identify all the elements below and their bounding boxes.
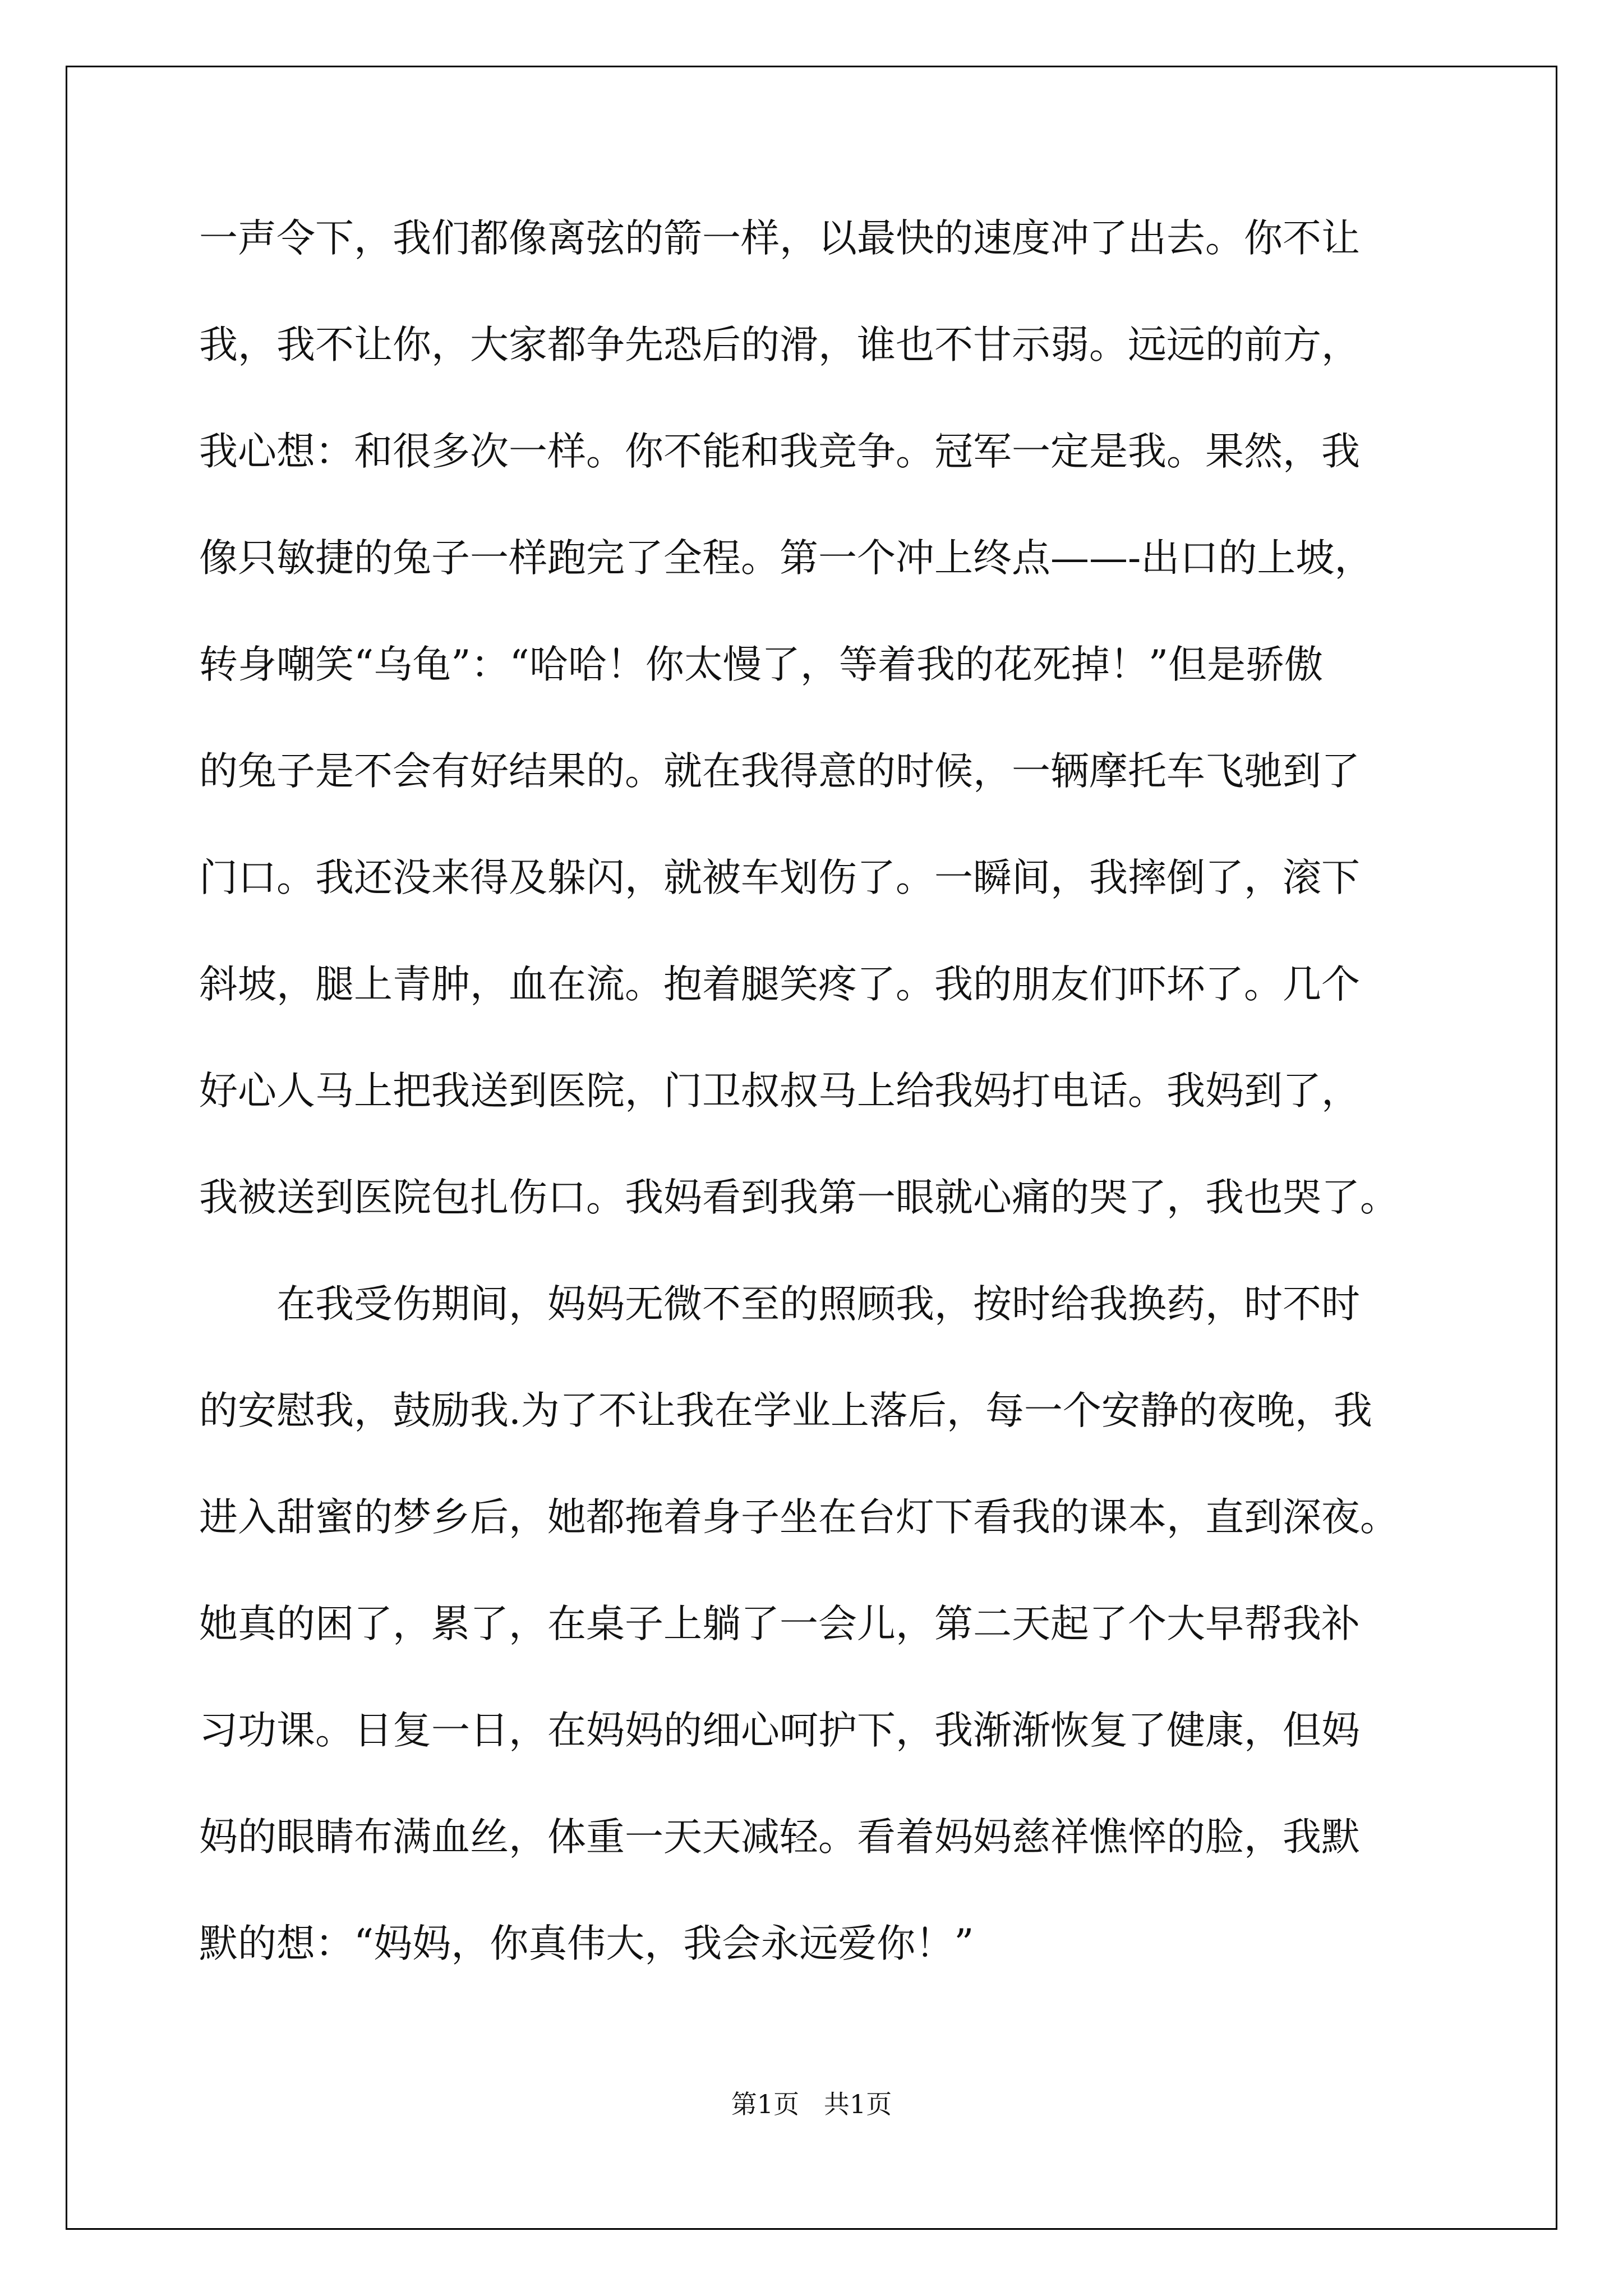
text-line: 我，我不让你，大家都争先恐后的滑，谁也不甘示弱。远远的前方， bbox=[199, 323, 1360, 367]
text-line: 我被送到医院包扎伤口。我妈看到我第一眼就心痛的哭了，我也哭了。 bbox=[199, 1175, 1399, 1220]
text-line: 像只敏捷的兔子一样跑完了全程。第一个冲上终点——-出口的上坡， bbox=[199, 536, 1373, 581]
text-line: 默的想：“妈妈，你真伟大，我会永远爱你！” bbox=[199, 1921, 974, 1966]
text-line: 妈的眼睛布满血丝，体重一天天减轻。看着妈妈慈祥憔悴的脸，我默 bbox=[199, 1815, 1360, 1860]
page-border bbox=[66, 66, 1557, 2230]
text-line: 我心想：和很多次一样。你不能和我竞争。冠军一定是我。果然，我 bbox=[199, 429, 1360, 474]
text-line: 一声令下，我们都像离弦的箭一样，以最快的速度冲了出去。你不让 bbox=[199, 216, 1360, 261]
text-line: 门口。我还没来得及躲闪，就被车划伤了。一瞬间，我摔倒了，滚下 bbox=[199, 855, 1360, 900]
text-line: 她真的困了，累了，在桌子上躺了一会儿，第二天起了个大早帮我补 bbox=[199, 1602, 1360, 1646]
text-line: 的兔子是不会有好结果的。就在我得意的时候，一辆摩托车飞驰到了 bbox=[199, 749, 1360, 794]
text-line: 的安慰我，鼓励我.为了不让我在学业上落后，每一个安静的夜晚，我 bbox=[199, 1388, 1372, 1433]
text-line: 进入甜蜜的梦乡后，她都拖着身子坐在台灯下看我的课本，直到深夜。 bbox=[199, 1495, 1399, 1540]
text-line: 在我受伤期间，妈妈无微不至的照顾我，按时给我换药，时不时 bbox=[199, 1282, 1360, 1327]
text-line: 习功课。日复一日，在妈妈的细心呵护下，我渐渐恢复了健康，但妈 bbox=[199, 1708, 1360, 1753]
text-line: 斜坡，腿上青肿，血在流。抱着腿笑疼了。我的朋友们吓坏了。几个 bbox=[199, 962, 1360, 1007]
text-line: 转身嘲笑“乌龟”：“哈哈！你太慢了，等着我的花死掉！”但是骄傲 bbox=[199, 642, 1324, 687]
page-number-footer: 第1页 共1页 bbox=[731, 2089, 892, 2119]
text-line: 好心人马上把我送到医院，门卫叔叔马上给我妈打电话。我妈到了， bbox=[199, 1069, 1360, 1114]
